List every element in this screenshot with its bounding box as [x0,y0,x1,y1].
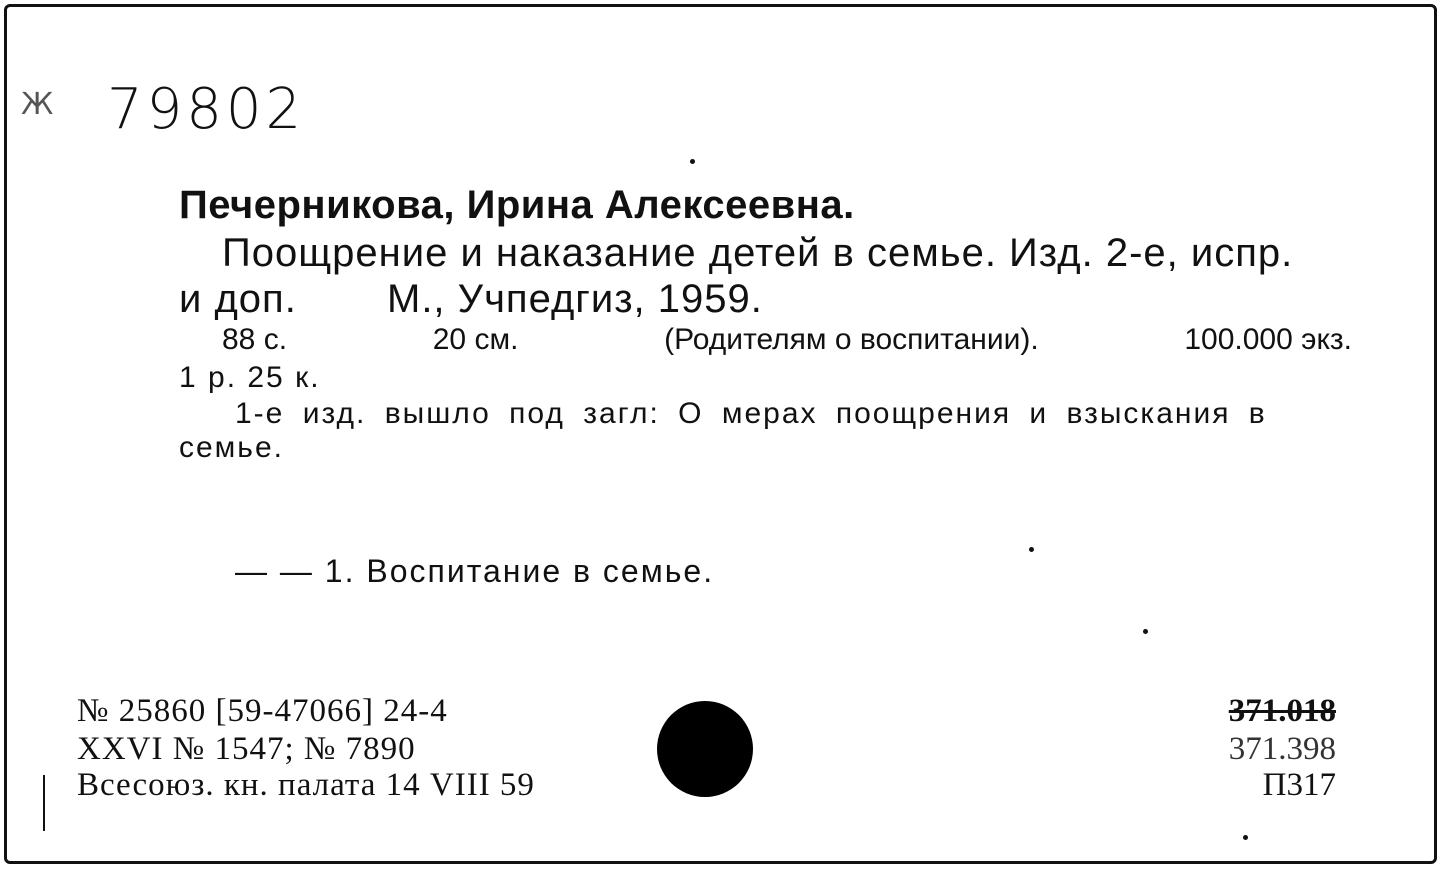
title-line-1: Поощрение и наказание детей в семье. Изд. 2-е, испр. [222,231,1294,275]
footer-series-number: XXVI № 1547; № 7890 [77,731,416,767]
subject-heading: — — 1. Воспитание в семье. [235,553,715,589]
desc-print-run: 100.000 экз. [1184,323,1352,356]
catalog-card [4,4,1437,864]
inventory-number: 79802 [107,77,306,142]
desc-size: 20 см. [432,323,519,356]
price: 1 р. 25 к. [179,361,321,394]
footer-chamber-date: Всесоюз. кн. палата 14 VIII 59 [77,767,535,803]
imprint: М., Учпедгиз, 1959. [387,277,763,321]
ink-dot [1029,547,1034,552]
ink-dot [690,159,695,164]
ink-dot [1143,629,1148,634]
desc-series: (Родителям о воспитании). [664,323,1039,356]
classification-code: 371.398 [1228,731,1336,767]
title-line-2-start: и доп. [179,277,297,321]
physical-description [222,323,1352,357]
edition-note-line-1: 1-е изд. вышло под загл: О мерах поощрения и взыскания в [235,397,1267,430]
corner-mark: Ж [21,87,54,122]
punch-hole [657,701,753,797]
title-line-2 [179,277,297,322]
ink-dot [1243,835,1248,840]
catalog-code: П317 [1262,767,1336,803]
footer-registry-number: № 25860 [59-47066] 24-4 [77,693,448,729]
author-heading: Печерникова, Ирина Алексеевна. [179,183,855,227]
classification-struck: 371.018 [1228,693,1336,729]
desc-pages: 88 с. [222,323,288,356]
edition-note-line-2: семье. [179,431,284,464]
margin-mark [43,775,45,831]
